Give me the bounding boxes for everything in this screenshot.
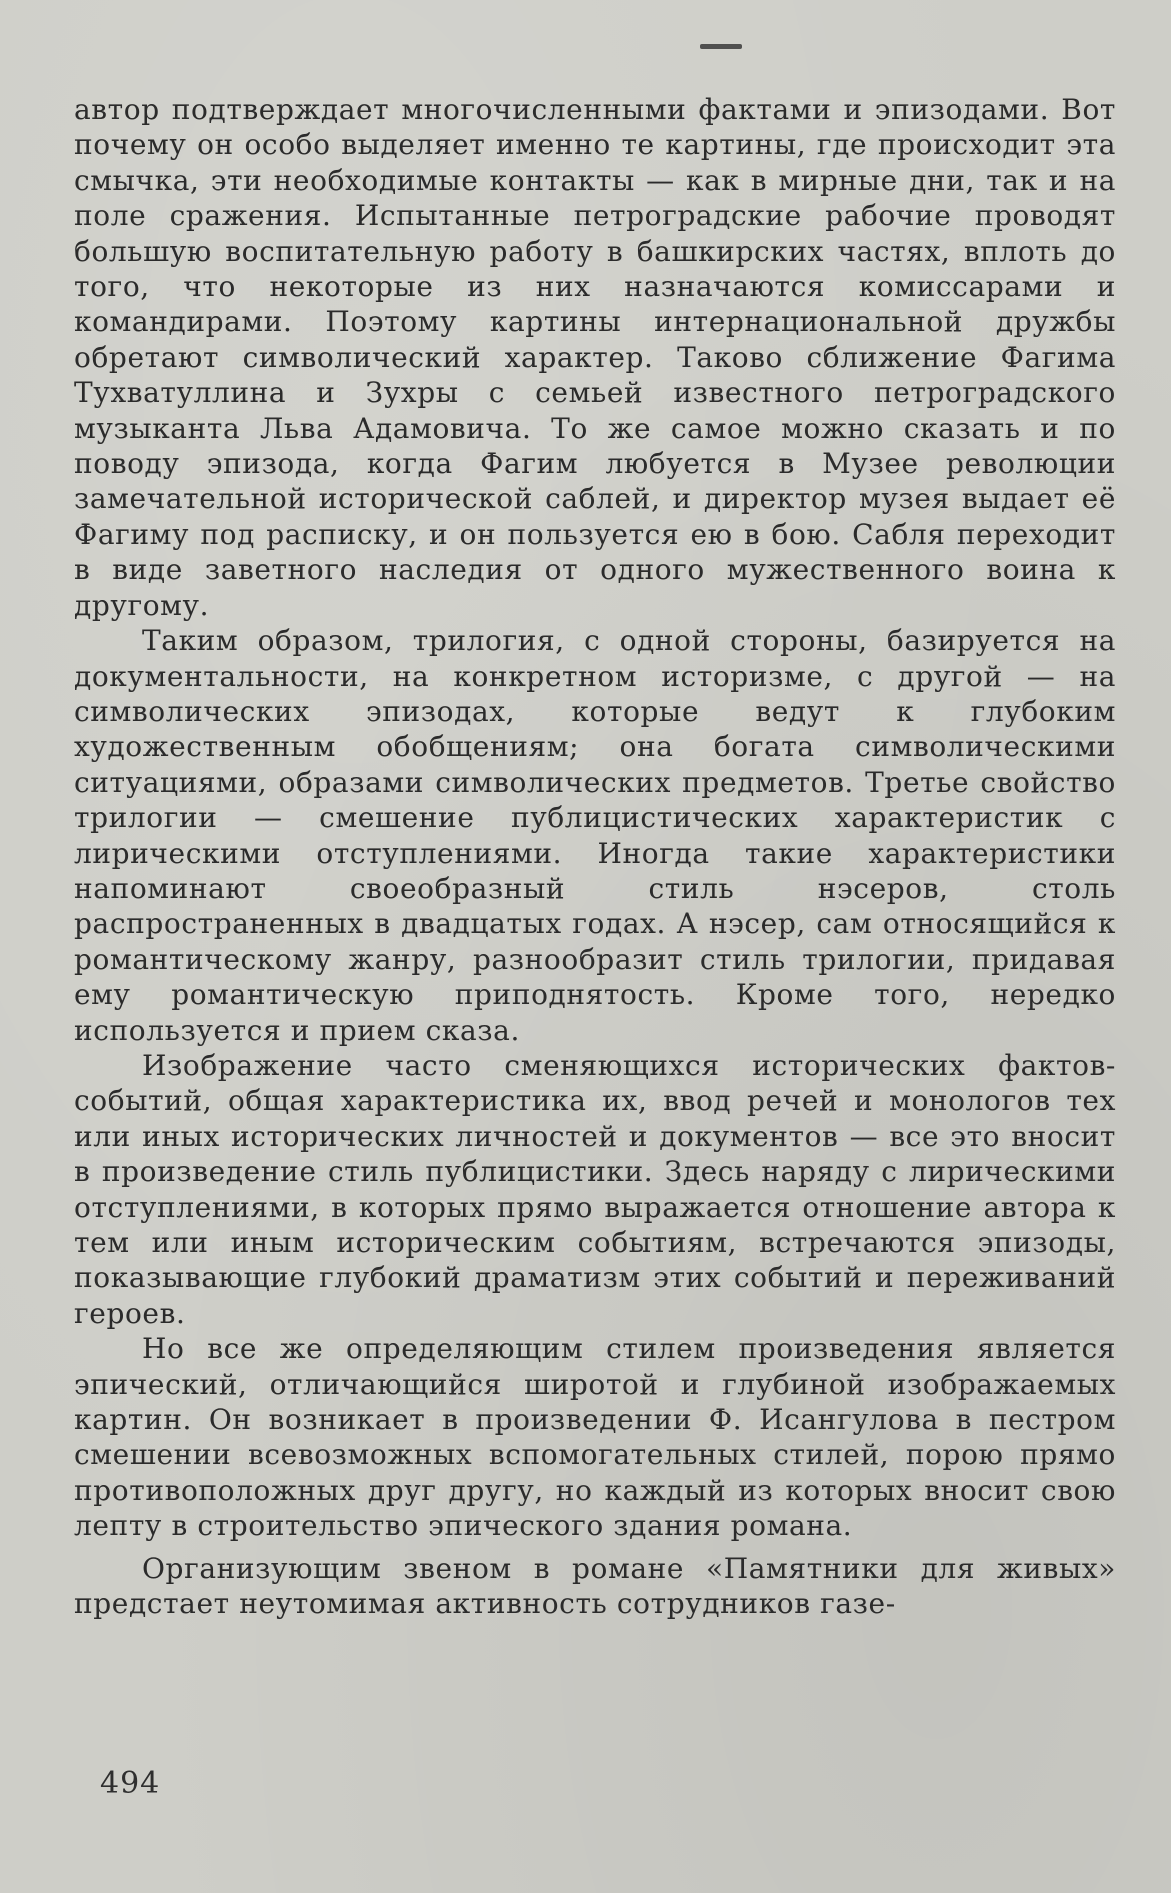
page-number: 494 [100,1766,161,1801]
paragraph-3: Изображение часто сменяющихся исторических фактов-событий, общая характеристика их, ввод речей и монологов тех или иных исторических личностей и документов — все это вносит в произведение стиль публицистики. Здесь наряду с лирическими отступлениями, в которых прямо выражается отношение автора к тем или иным историческим событиям, встречаются эпизоды, показывающие глубокий драматизм этих событий и переживаний героев. [74,1048,1116,1330]
paragraph-4: Но все же определяющим стилем произведения является эпический, отличающийся широтой и глубиной изображаемых картин. Он возникает в произведении Ф. Исангулова в пестром смешении всевозможных вспомогательных стилей, порою прямо противоположных друг другу, но каждый из которых вносит свою лепту в строительство эпического здания романа. [74,1332,1116,1543]
top-dash-mark [700,44,742,49]
paragraph-5: Организующим звеном в романе «Памятники для живых» предстает неутомимая активность сотрудников газе- [74,1551,1116,1621]
paragraph-2: Таким образом, трилогия, с одной стороны, базируется на документальности, на конкретном историзме, с другой — на символических эпизодах, которые ведут к глубоким художественным обобщениям; она богата символическими ситуациями, образами символических предметов. Третье свойство трилогии — смешение публицистических характеристик с лирическими отступлениями. Иногда такие характеристики напоминают своеобразный стиль нэсеров, столь распространенных в двадцатых годах. А нэсер, сам относящийся к романтическому жанру, разнообразит стиль трилогии, придавая ему романтическую приподнятость. Кроме того, нередко используется и прием сказа. [74,624,1116,1047]
page-body-text [74,92,1116,1621]
paragraph-1: автор подтверждает многочисленными фактами и эпизодами. Вот почему он особо выделяет именно те картины, где происходит эта смычка, эти необходимые контакты — как в мирные дни, так и на поле сражения. Испытанные петроградские рабочие проводят большую воспитательную работу в башкирских частях, вплоть до того, что некоторые из них назначаются комиссарами и командирами. Поэтому картины интернациональной дружбы обретают символический характер. Таково сближение Фагима Тухватуллина и Зухры с семьей известного петроградского музыканта Льва Адамовича. То же самое можно сказать и по поводу эпизода, когда Фагим любуется в Музее революции замечательной исторической саблей, и директор музея выдает её Фагиму под расписку, и он пользуется ею в бою. Сабля переходит в виде заветного наследия от одного мужественного воина к другому. [74,93,1116,622]
